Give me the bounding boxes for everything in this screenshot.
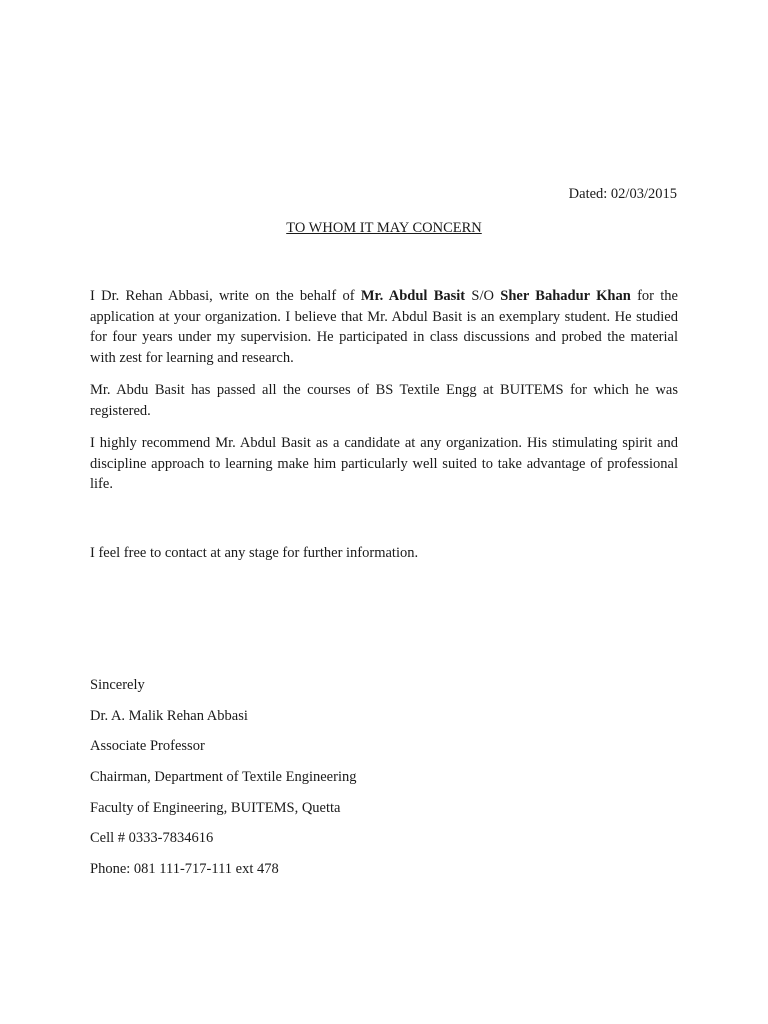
paragraph-introduction-prefix: I Dr. Rehan Abbasi, write on the behalf of bbox=[90, 288, 361, 304]
signature-phone: Phone: 081 111-717-111 ext 478 bbox=[90, 861, 279, 877]
son-of-label: S/O bbox=[465, 288, 501, 304]
signature-faculty: Faculty of Engineering, BUITEMS, Quetta bbox=[90, 800, 341, 816]
letter-heading: TO WHOM IT MAY CONCERN bbox=[286, 220, 482, 236]
father-name: Sher Bahadur Khan bbox=[500, 288, 631, 304]
signature-closing: Sincerely bbox=[90, 677, 145, 693]
signature-cell: Cell # 0333-7834616 bbox=[90, 830, 214, 846]
signature-title: Associate Professor bbox=[90, 738, 205, 754]
paragraph-introduction bbox=[90, 286, 678, 368]
paragraph-courses: Mr. Abdu Basit has passed all the courses of BS Textile Engg at BUITEMS for which he was registered. bbox=[90, 382, 678, 419]
letter-date: Dated: 02/03/2015 bbox=[568, 186, 677, 202]
signature-name: Dr. A. Malik Rehan Abbasi bbox=[90, 708, 248, 724]
student-name: Mr. Abdul Basit bbox=[360, 288, 466, 304]
paragraph-contact: I feel free to contact at any stage for further information. bbox=[90, 545, 419, 561]
signature-department: Chairman, Department of Textile Engineering bbox=[90, 769, 357, 785]
paragraph-introduction-suffix: for the application at your organization. I believe that Mr. Abdul Basit is an exemplary student. He studied for four years under my supervision. He participated in class discussions and probed the material with zest for learning and research. bbox=[90, 288, 678, 366]
paragraph-recommendation: I highly recommend Mr. Abdul Basit as a candidate at any organization. His stimulating spirit and discipline approach to learning make him particularly well suited to take advantage of professional life. bbox=[90, 435, 678, 492]
